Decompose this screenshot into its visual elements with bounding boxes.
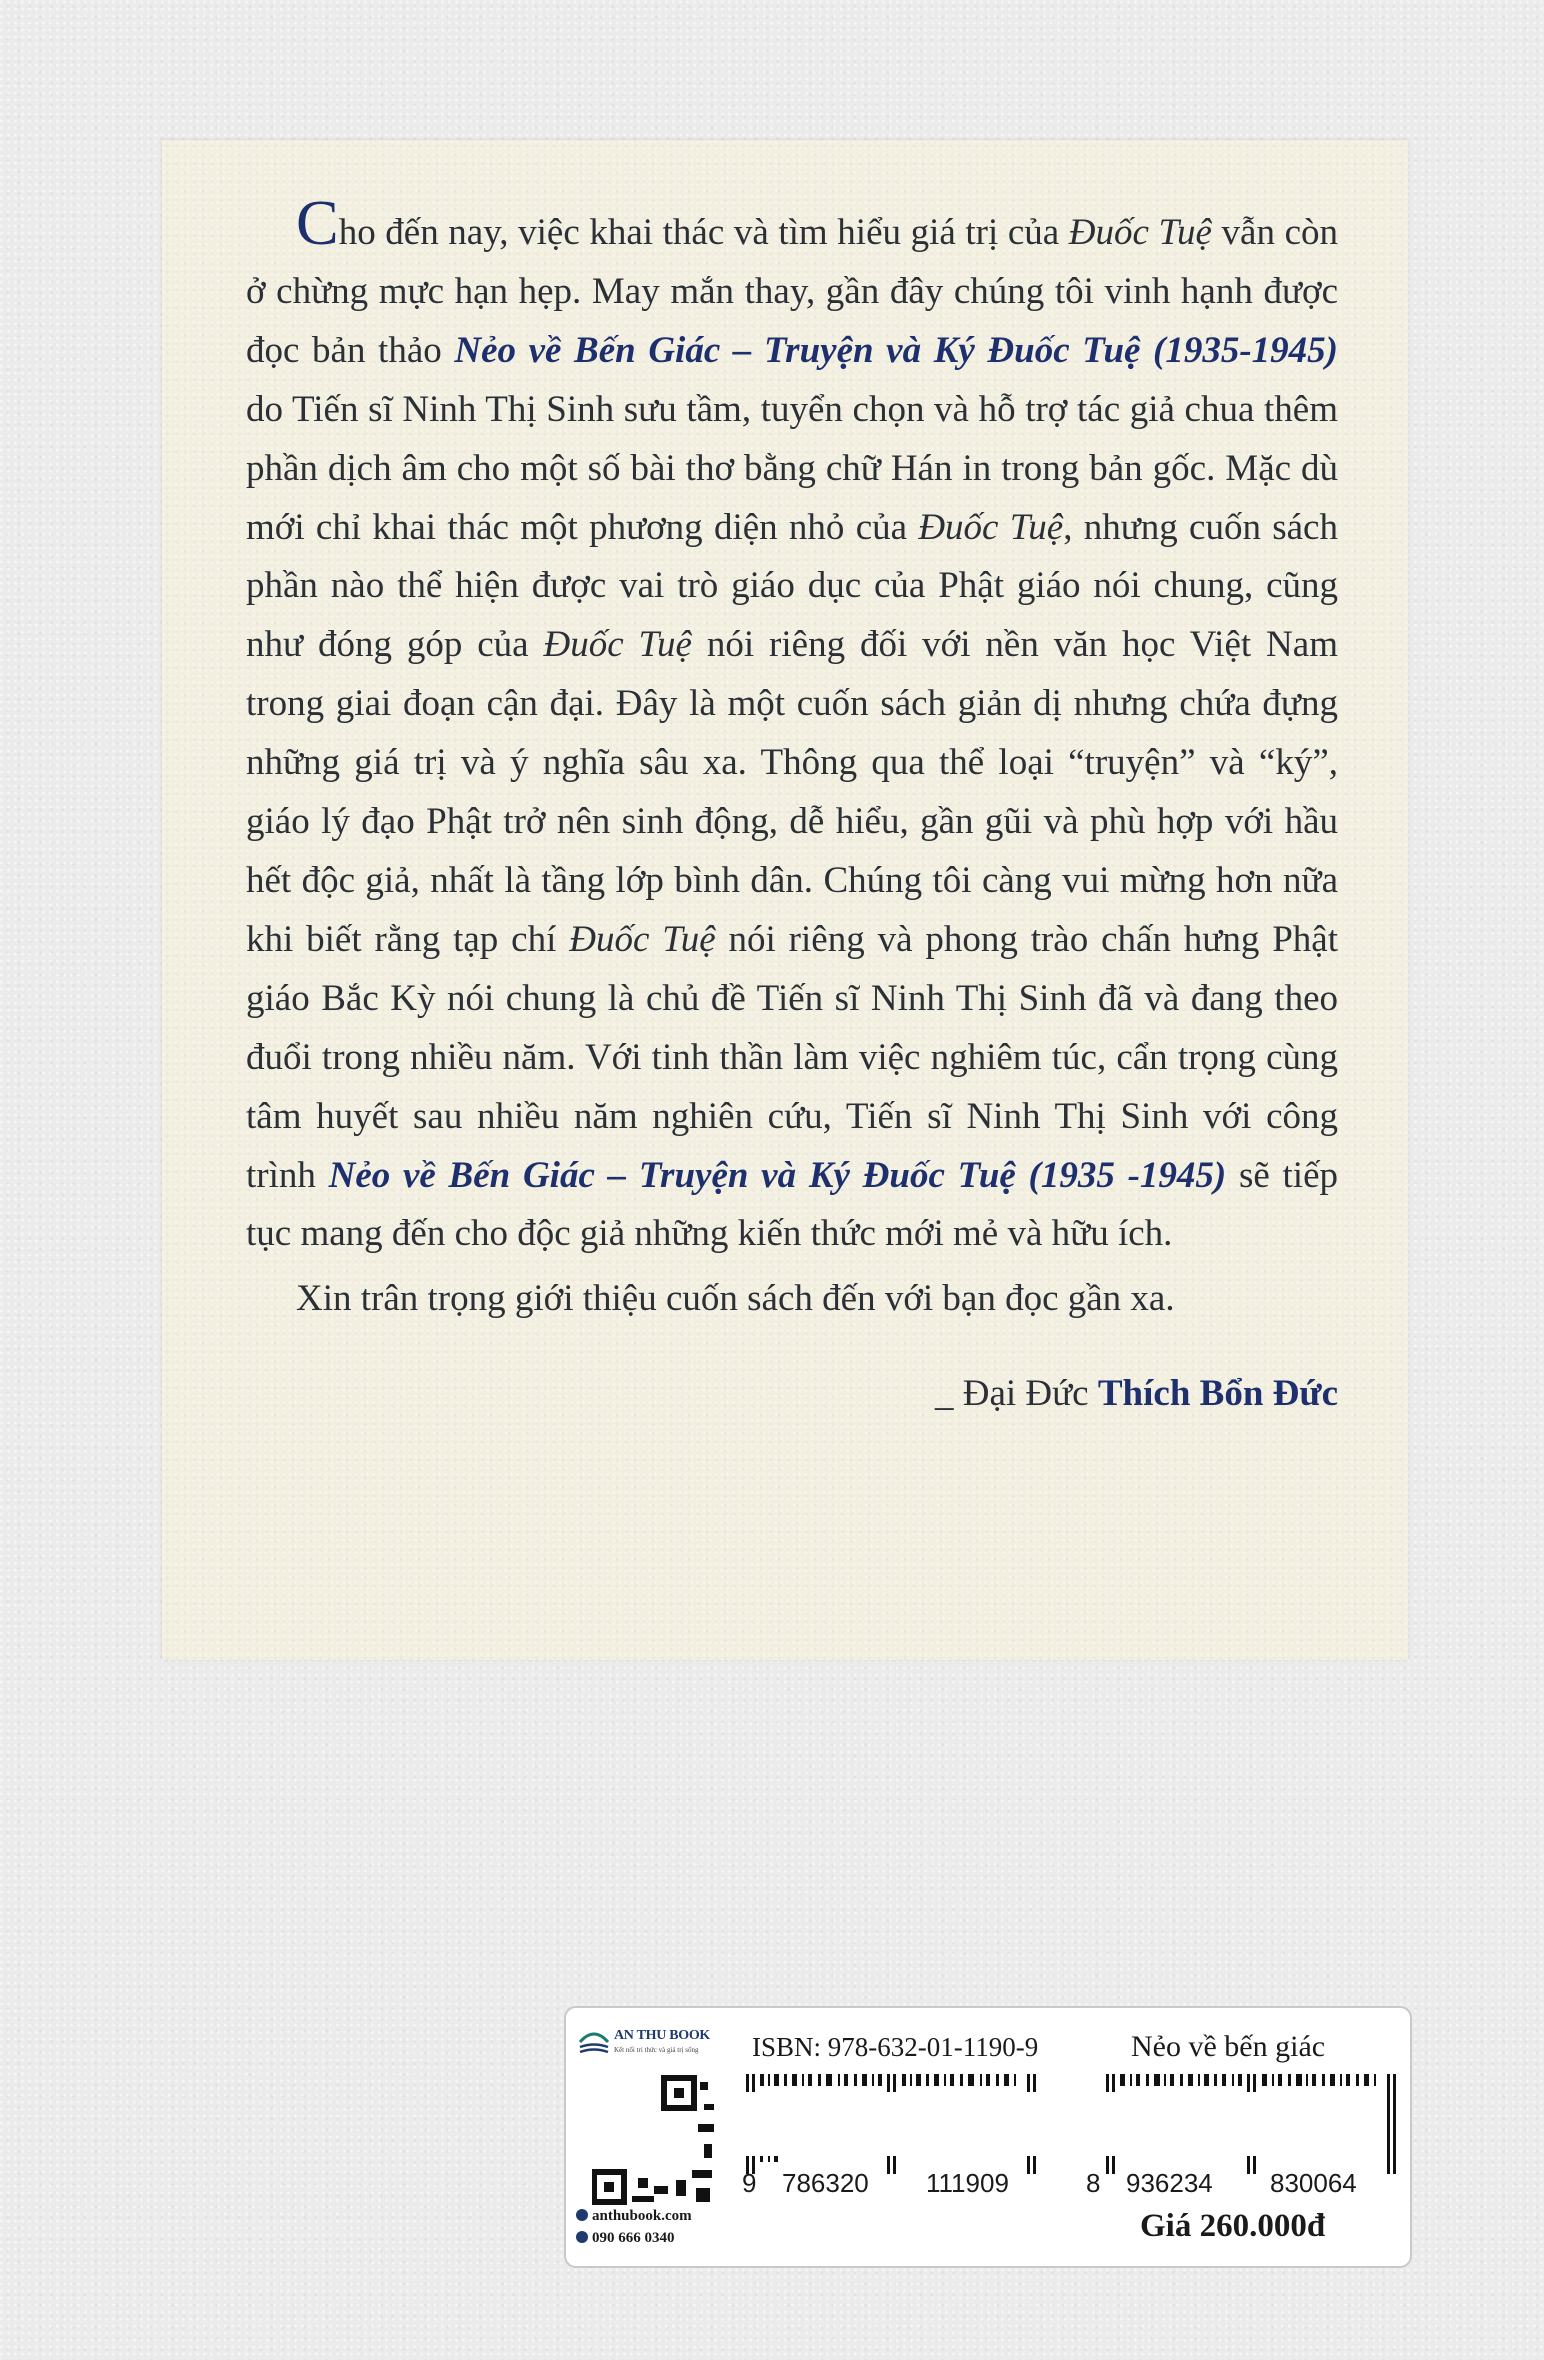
globe-icon [576,2209,588,2221]
barcode-digit: 8 [1086,2168,1101,2198]
isbn-text: ISBN: 978-632-01-1190-9 [752,2032,1039,2062]
signature: _ Đại Đức Thích Bổn Đức [934,1373,1338,1415]
publisher-logo [578,2026,748,2066]
qr-code-icon [592,2074,720,2206]
barcode-digit: 111909 [926,2168,1009,2198]
phone: 090 666 0340 [576,2230,675,2247]
publisher-logo-icon [578,2028,610,2058]
back-cover-text [246,187,1339,1424]
journal-name: Đuốc Tuệ [918,506,1064,548]
closing-paragraph: Xin trân trọng giới thiệu cuốn sách đến với bạn đọc gần xa. [296,1278,1175,1320]
redacted-area [734,2092,1350,2156]
signature-name: Thích Bổn Đức [1097,1373,1338,1415]
journal-name: Đuốc Tuệ [569,918,716,960]
phone-icon [576,2231,588,2243]
barcode-digit: 936234 [1126,2168,1213,2198]
intro-paragraph: Cho đến nay, việc khai thác và tìm hiểu giá trị của Đuốc Tuệ vẫn còn ở chừng mực hạn hẹp. May mắn thay, gần đây chúng tôi vinh hạnh được đọc bản thảo Nẻo về Bến Giác – Truyện và Ký Đuốc Tuệ (1935-1945) do Tiến sĩ Ninh Thị Sinh sưu tầm, tuyển chọn và hỗ trợ tác giả chua thêm phần dịch âm cho một số bài thơ bằng chữ Hán in trong bản gốc. Mặc dù mới chỉ khai thác một phương diện nhỏ của Đuốc Tuệ, nhưng cuốn sách phần nào thể hiện được vai trò giáo dục của Phật giáo nói chung, cũng như đóng góp của Đuốc Tuệ nói riêng đối với nền văn học Việt Nam trong giai đoạn cận đại. Đây là một cuốn sách giản dị nhưng chứa đựng những giá trị và ý nghĩa sâu xa. Thông qua thể loại “truyện” và “ký”, giáo lý đạo Phật trở nên sinh động, dễ hiểu, gần gũi và phù hợp với hầu hết độc giả, nhất là tầng lớp bình dân. Chúng tôi càng vui mừng hơn nữa khi biết rằng tạp chí Đuốc Tuệ nói riêng và phong trào chấn hưng Phật giáo Bắc Kỳ nói chung là chủ đề Tiến sĩ Ninh Thị Sinh đã và đang theo đuổi trong nhiều năm. Với tinh thần làm việc nghiêm túc, cẩn trọng cùng tâm huyết sau nhiều năm nghiên cứu, Tiến sĩ Ninh Thị Sinh với công trình Nẻo về Bến Giác – Truyện và Ký Đuốc Tuệ (1935 -1945) sẽ tiếp tục mang đến cho độc giả những kiến thức mới mẻ và hữu ích. [246,187,1339,1255]
price-barcode-label [564,2006,1412,2268]
barcode-digit: 9 [742,2168,757,2198]
journal-name: Đuốc Tuệ [543,624,692,666]
label-book-title: Nẻo về bến giác [1131,2030,1326,2063]
price: Giá 260.000đ [1140,2208,1326,2244]
website: anthubook.com [576,2208,692,2225]
publisher-tagline: Kết nối tri thức và giá trị sống [614,2046,699,2054]
book-title-emphasis: Nẻo về Bến Giác – Truyện và Ký Đuốc Tuệ (1935 -1945) [328,1154,1227,1196]
publisher-name: AN THU BOOK [614,2028,711,2043]
drop-cap: C [296,187,339,258]
barcode-digit: 830064 [1270,2168,1357,2198]
book-title-emphasis: Nẻo về Bến Giác – Truyện và Ký Đuốc Tuệ (1935-1945) [454,329,1339,371]
journal-name: Đuốc Tuệ [1068,212,1212,253]
barcode-digit: 786320 [782,2168,869,2198]
